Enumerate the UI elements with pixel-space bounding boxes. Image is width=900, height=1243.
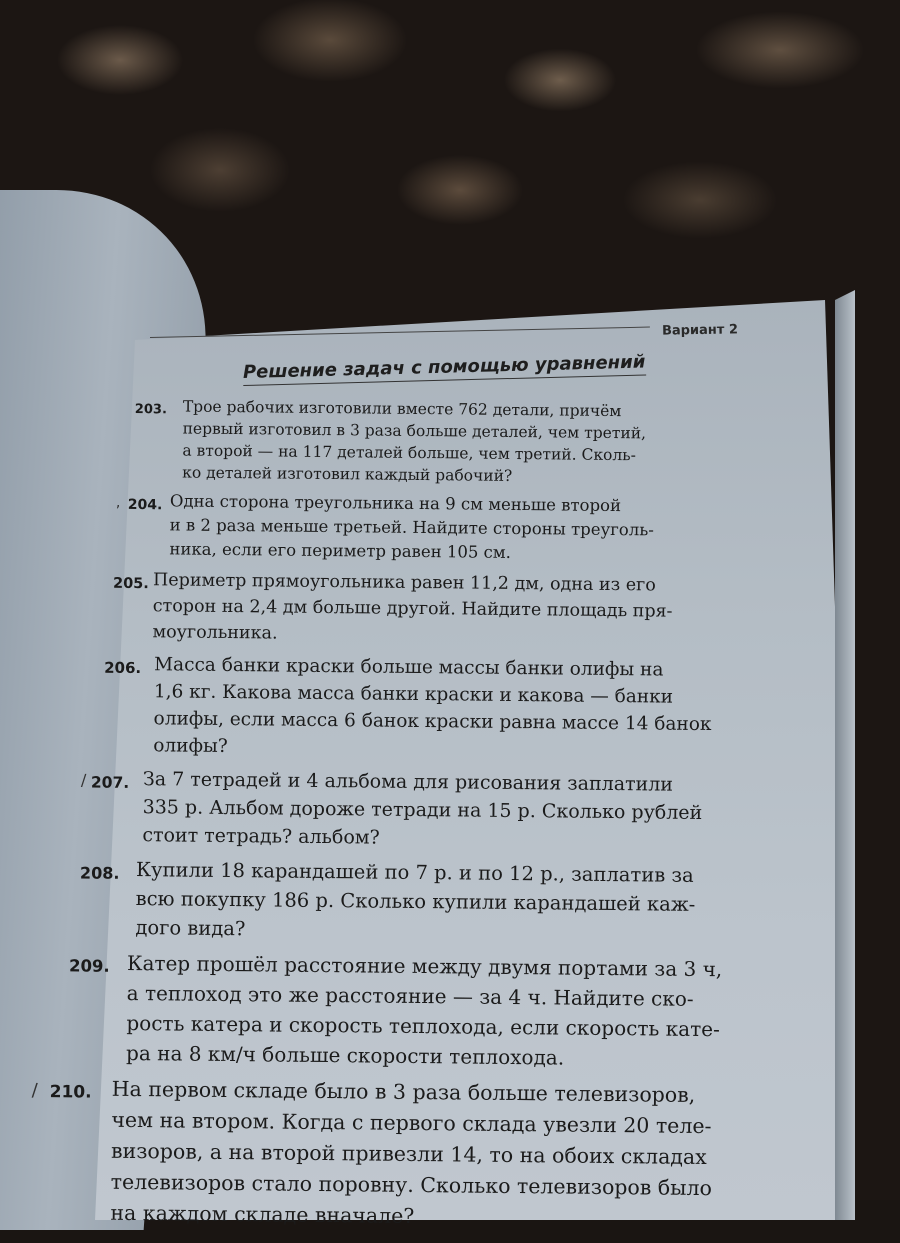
problem-number: 203. <box>134 401 168 418</box>
problem-number: 205. <box>112 575 149 593</box>
section-title: Решение задач с помощью уравнений <box>243 351 646 386</box>
variant-label: Вариант 2 <box>661 322 739 339</box>
problem-207 <box>80 765 851 857</box>
problem-number: 210. <box>49 1082 92 1103</box>
problem-208 <box>79 854 850 949</box>
problem-205 <box>112 567 853 653</box>
problem-text: Масса банки краски больше массы банки олифы на 1,6 кг. Какова масса банки краски и какова — банки олифы, если масса 6 банок краски равна массе 14 банок олифы? <box>153 654 712 757</box>
problem-text: Купили 18 карандашей по 7 р. и по 12 р., заплатив за всю покупку 186 р. Сколько купили карандашей каж- дого вида? <box>135 858 696 941</box>
problem-209 <box>68 947 849 1075</box>
pencil-mark: , <box>115 494 121 511</box>
problem-text: На первом складе было в 3 раза больше телевизоров, чем на втором. Когда с первого склада увезли 20 теле- визоров, а на второй привезли 14, то на обоих складах телевизоров стало поровну. Сколько телевизоров было на каждом складе вначале? <box>110 1076 713 1228</box>
problem-text: Катер прошёл расстояние между двумя портами за 3 ч, а теплоход это же расстояние — за 4 ч. Найдите ско- рость катера и скорость теплохода, если скорость кате- ра на 8 км/ч больше скорости теплохода. <box>125 950 723 1070</box>
problem-210 <box>31 1073 848 1236</box>
problem-text: Периметр прямоугольника равен 11,2 дм, одна из его сторон на 2,4 дм больше другой. Найдите площадь пря- моугольника. <box>152 570 673 644</box>
pencil-mark: / <box>80 770 87 790</box>
problem-number: 207. <box>90 773 130 792</box>
problem-list <box>31 395 855 1242</box>
problem-204 <box>115 489 854 569</box>
pencil-mark: / <box>31 1079 38 1102</box>
problem-number: 208. <box>79 863 120 883</box>
problem-206 <box>103 651 852 767</box>
problem-text: Одна сторона треугольника на 9 см меньше второй и в 2 раза меньше третьей. Найдите стороны треуголь- ника, если его периметр равен 105 см. <box>169 491 654 562</box>
problem-number: 209. <box>68 956 110 976</box>
problem-number: 204. <box>127 496 163 514</box>
problem-number: 206. <box>104 658 142 678</box>
problem-203 <box>134 395 855 491</box>
problem-text: За 7 тетрадей и 4 альбома для рисования заплатили 335 р. Альбом дороже тетради на 15 р. Сколько рублей стоит тетрадь? альбом? <box>142 768 703 849</box>
problem-text: Трое рабочих изготовили вместе 762 детали, причём первый изготовил в 3 раза больше деталей, чем третий, а второй — на 117 деталей больше, чем третий. Сколь- ко деталей изготовил каждый рабочий? <box>182 397 647 485</box>
